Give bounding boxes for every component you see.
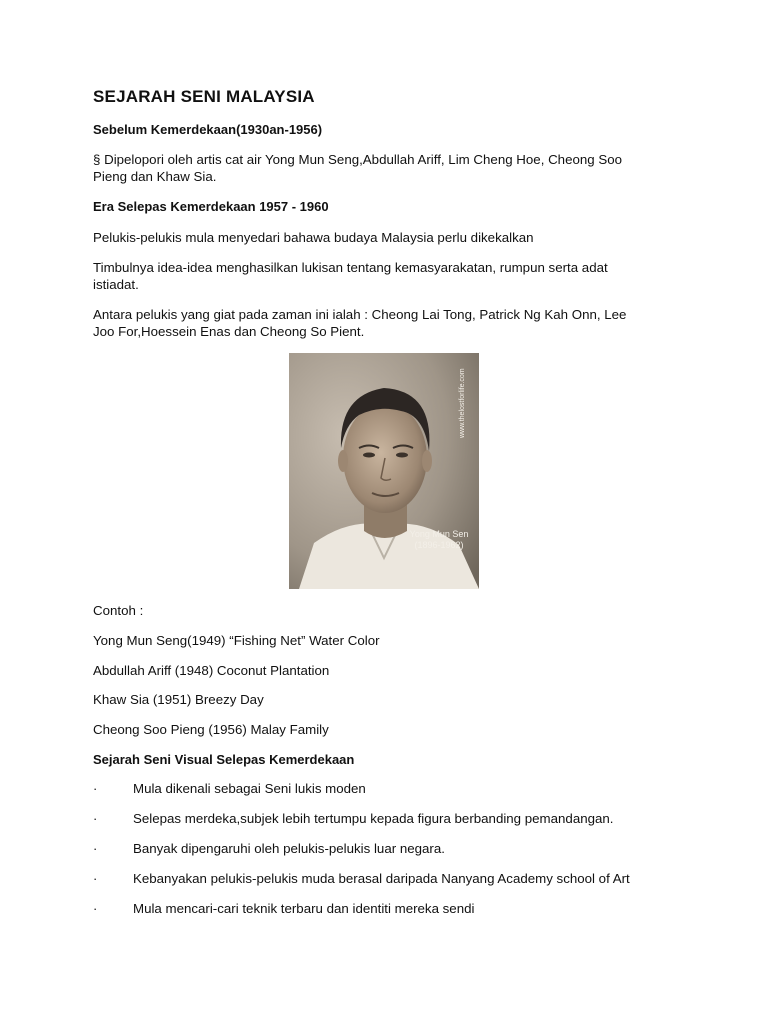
example-item: Khaw Sia (1951) Breezy Day [93, 692, 264, 707]
example-item: Yong Mun Seng(1949) “Fishing Net” Water Color [93, 633, 380, 648]
photo-watermark: www.thelostforlife.com [459, 368, 466, 438]
bullet-item: Mula dikenali sebagai Seni lukis moden [133, 781, 366, 796]
paragraph-line: Timbulnya idea-idea menghasilkan lukisan tentang kemasyarakatan, rumpun serta adat [93, 260, 608, 275]
paragraph-line: Pieng dan Khaw Sia. [93, 169, 217, 184]
pre-independence-paragraph [93, 151, 683, 185]
bullet-marker: · [93, 871, 98, 886]
examples-label: Contoh : [93, 603, 144, 618]
bullet-item: Kebanyakan pelukis-pelukis muda berasal daripada Nanyang Academy school of Art [133, 871, 630, 886]
post-independence-paragraph-3 [93, 306, 683, 340]
section-heading-pre-independence: Sebelum Kemerdekaan(1930an-1956) [93, 122, 323, 137]
paragraph-line: istiadat. [93, 277, 139, 292]
bullet-marker: · [93, 841, 98, 856]
bullet-item: Selepas merdeka,subjek lebih tertumpu kepada figura berbanding pemandangan. [133, 811, 614, 826]
section-heading-post-independence: Era Selepas Kemerdekaan 1957 - 1960 [93, 199, 329, 214]
photo-caption-years: (1896-1962) [414, 540, 464, 550]
post-independence-paragraph-1: Pelukis-pelukis mula menyedari bahawa budaya Malaysia perlu dikekalkan [93, 230, 534, 245]
photo-caption-name: Yong Mun Sen [409, 529, 469, 539]
bullet-item: Mula mencari-cari teknik terbaru dan identiti mereka sendi [133, 901, 475, 916]
paragraph-line: Antara pelukis yang giat pada zaman ini ialah : Cheong Lai Tong, Patrick Ng Kah Onn, Lee [93, 307, 627, 322]
paragraph-line: § Dipelopori oleh artis cat air Yong Mun Seng,Abdullah Ariff, Lim Cheng Hoe, Cheong Soo [93, 152, 623, 167]
bullet-marker: · [93, 901, 98, 916]
example-item: Cheong Soo Pieng (1956) Malay Family [93, 722, 329, 737]
bullet-item: Banyak dipengaruhi oleh pelukis-pelukis luar negara. [133, 841, 445, 856]
section-heading-visual-art: Sejarah Seni Visual Selepas Kemerdekaan [93, 752, 355, 767]
post-independence-paragraph-2 [93, 259, 683, 293]
portrait-illustration [289, 353, 479, 589]
photo-caption [401, 529, 477, 551]
paragraph-line: Joo For,Hoessein Enas dan Cheong So Pient. [93, 324, 365, 339]
portrait-photo [289, 353, 479, 589]
example-item: Abdullah Ariff (1948) Coconut Plantation [93, 663, 330, 678]
page-title: SEJARAH SENI MALAYSIA [93, 87, 315, 106]
bullet-marker: · [93, 811, 98, 826]
bullet-marker: · [93, 781, 98, 796]
